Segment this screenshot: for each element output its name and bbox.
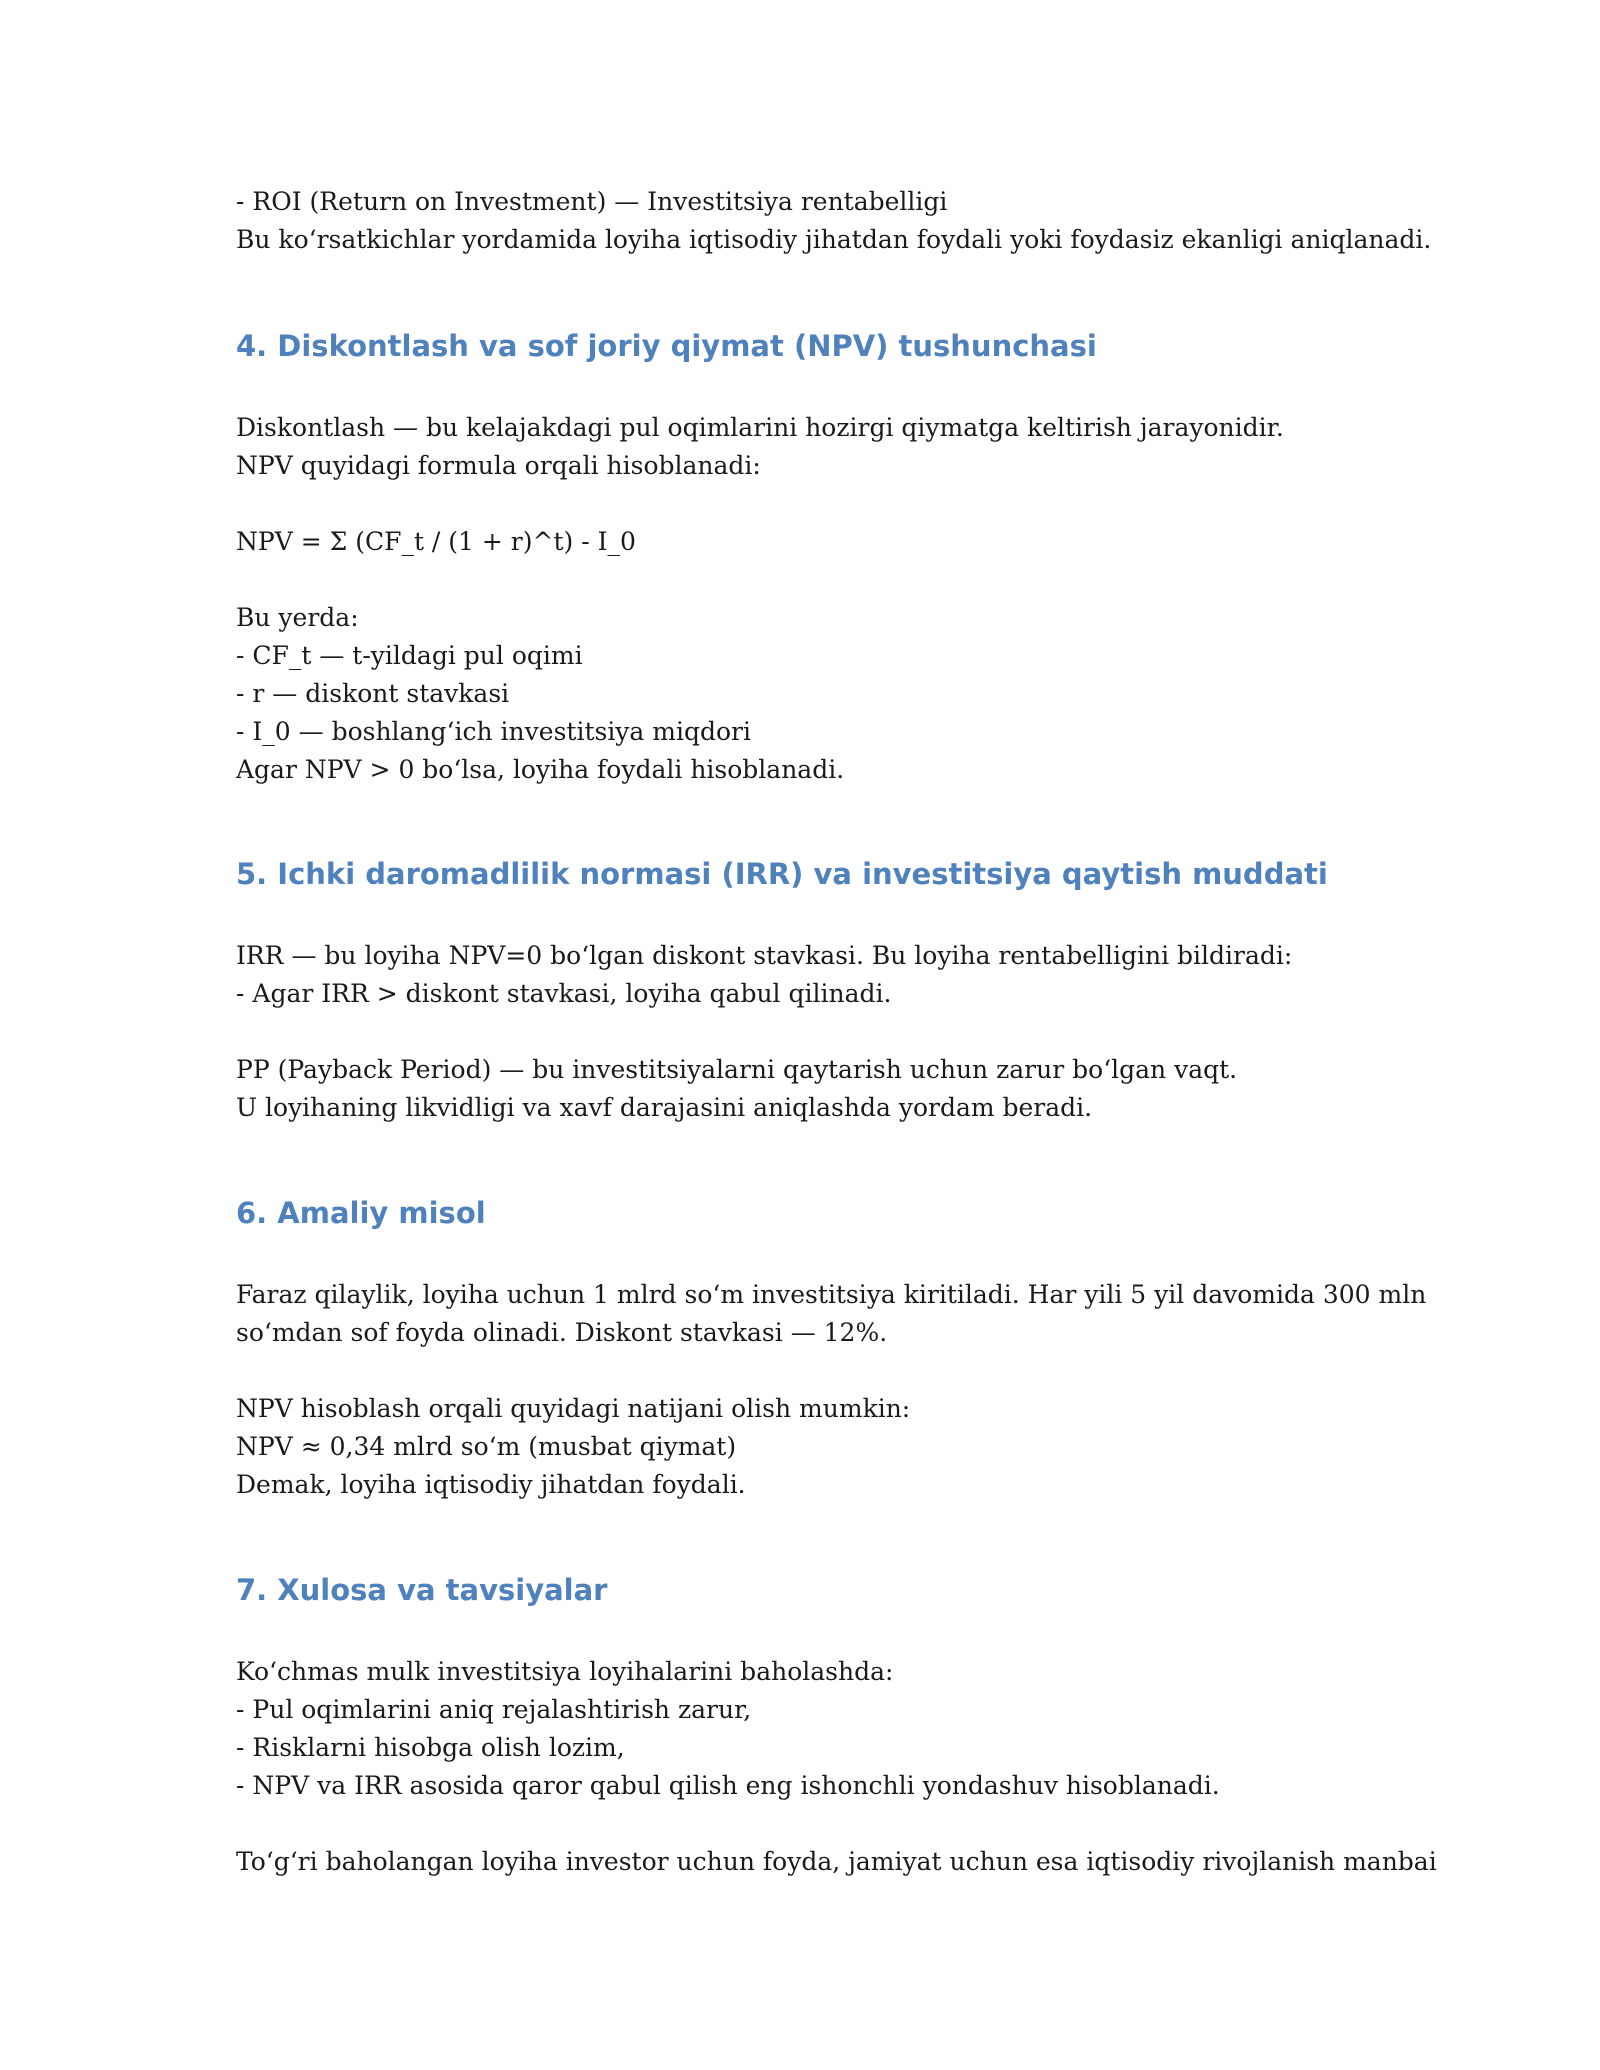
section-7-item-3: - NPV va IRR asosida qaror qabul qilish eng ishonchli yondashuv hisoblanadi.	[236, 1771, 1220, 1800]
section-5-paragraph-2: - Agar IRR > diskont stavkasi, loyiha qabul qilinadi.	[236, 979, 892, 1008]
roi-line: - ROI (Return on Investment) — Investitsiya rentabelligi	[236, 187, 948, 216]
summary-line: Bu ko‘rsatkichlar yordamida loyiha iqtisodiy jihatdan foydali yoki foydasiz ekanligi aniqlanadi.	[236, 225, 1432, 254]
section-5-paragraph-4: U loyihaning likvidligi va xavf darajasini aniqlashda yordam beradi.	[236, 1093, 1093, 1122]
section-4-item-1: - CF_t — t-yildagi pul oqimi	[236, 641, 583, 670]
section-4-paragraph-2: NPV quyidagi formula orqali hisoblanadi:	[236, 451, 761, 480]
section-6-paragraph-2: NPV hisoblash orqali quyidagi natijani olish mumkin:	[236, 1394, 911, 1423]
section-4-item-2: - r — diskont stavkasi	[236, 679, 510, 708]
section-5-paragraph-1: IRR — bu loyiha NPV=0 bo‘lgan diskont stavkasi. Bu loyiha rentabelligini bildiradi:	[236, 941, 1293, 970]
section-7-final: To‘g‘ri baholangan loyiha investor uchun foyda, jamiyat uchun esa iqtisodiy rivojlanish manbai	[236, 1847, 1437, 1876]
section-4-paragraph-1: Diskontlash — bu kelajakdagi pul oqimlarini hozirgi qiymatga keltirish jarayonidir.	[236, 413, 1284, 442]
npv-formula: NPV = Σ (CF_t / (1 + r)^t) - I_0	[236, 527, 636, 556]
section-6-paragraph-1a: Faraz qilaylik, loyiha uchun 1 mlrd so‘m investitsiya kiritiladi. Har yili 5 yil davomida 300 mln	[236, 1280, 1427, 1309]
section-7-heading: 7. Xulosa va tavsiyalar	[236, 1573, 608, 1607]
section-7-item-1: - Pul oqimlarini aniq rejalashtirish zarur,	[236, 1695, 752, 1724]
section-4-where: Bu yerda:	[236, 603, 359, 632]
section-7-item-2: - Risklarni hisobga olish lozim,	[236, 1733, 625, 1762]
section-6-paragraph-1b: so‘mdan sof foyda olinadi. Diskont stavkasi — 12%.	[236, 1318, 888, 1347]
section-4-item-3: - I_0 — boshlang‘ich investitsiya miqdori	[236, 717, 751, 746]
section-6-heading: 6. Amaliy misol	[236, 1196, 486, 1230]
section-5-paragraph-3: PP (Payback Period) — bu investitsiyalarni qaytarish uchun zarur bo‘lgan vaqt.	[236, 1055, 1238, 1084]
section-7-paragraph-1: Ko‘chmas mulk investitsiya loyihalarini baholashda:	[236, 1657, 894, 1686]
section-5-heading: 5. Ichki daromadlilik normasi (IRR) va investitsiya qaytish muddati	[236, 857, 1328, 891]
section-6-paragraph-4: Demak, loyiha iqtisodiy jihatdan foydali.	[236, 1470, 746, 1499]
section-4-heading: 4. Diskontlash va sof joriy qiymat (NPV) tushunchasi	[236, 329, 1097, 363]
section-4-conclusion: Agar NPV > 0 bo‘lsa, loyiha foydali hisoblanadi.	[236, 755, 845, 784]
section-6-paragraph-3: NPV ≈ 0,34 mlrd so‘m (musbat qiymat)	[236, 1432, 737, 1461]
